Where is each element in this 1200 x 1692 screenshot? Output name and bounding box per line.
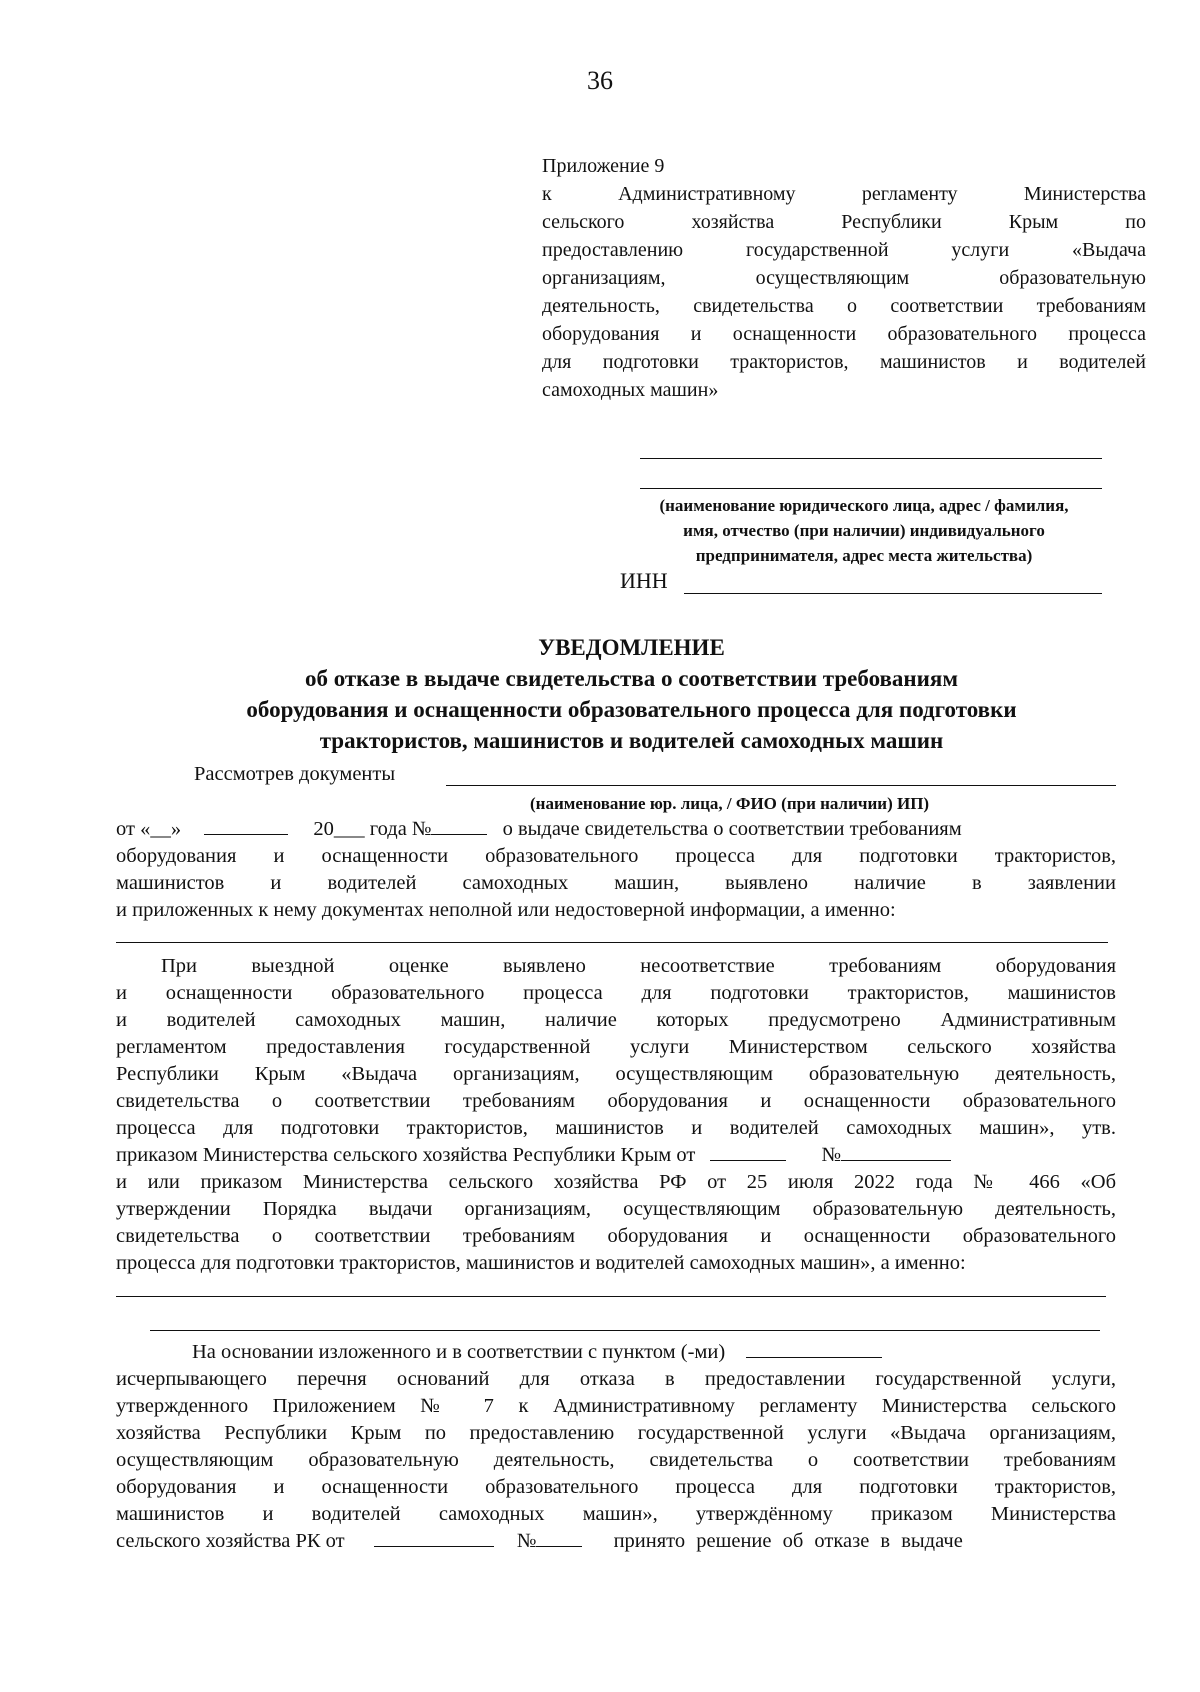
- appendix-header: [542, 152, 1146, 404]
- notice-subtitle-line: об отказе в выдаче свидетельства о соответствии требованиям: [304, 666, 959, 691]
- para1-line: машинистов и водителей самоходных машин, выявлено наличие в заявлении: [116, 872, 1116, 894]
- notice-subtitle-line: оборудования и оснащенности образовательного процесса для подготовки: [246, 697, 1017, 722]
- answer-blank-line: [150, 1330, 1100, 1331]
- month-blank: [204, 816, 288, 835]
- caption-line: имя, отчество (при наличии) индивидуального: [683, 521, 1045, 540]
- appendix-line: оборудования и оснащенности образовательного процесса: [542, 323, 1146, 345]
- decree-number-blank: [536, 1528, 582, 1547]
- appendix-line: самоходных машин»: [542, 379, 719, 401]
- page-number: 36: [587, 66, 613, 95]
- appendix-title: Приложение 9: [542, 155, 665, 177]
- para3-first-text: На основании изложенного и в соответствии с пунктом (-ми): [192, 1341, 726, 1363]
- para3-line: хозяйства Республики Крым по предоставлению государственной услуги «Выдача организациям,: [116, 1422, 1116, 1444]
- para2-line: процесса для подготовки трактористов, машинистов и водителей самоходных машин», утв.: [116, 1117, 1116, 1139]
- para1-line: и приложенных к нему документах неполной или недостоверной информации, а именно:: [116, 899, 896, 921]
- order-line: [116, 1142, 1116, 1169]
- inn-label: ИНН: [620, 568, 668, 593]
- para2-line: и или приказом Министерства сельского хозяйства РФ от 25 июля 2022 года № 466 «Об: [116, 1171, 1116, 1193]
- para2-line: свидетельства о соответствии требованиям оборудования и оснащенности образовательного: [116, 1225, 1116, 1247]
- caption-line: (наименование юридического лица, адрес / фамилия,: [659, 496, 1069, 515]
- para1-line: оборудования и оснащенности образовательного процесса для подготовки трактористов,: [116, 845, 1116, 867]
- answer-blank-line: [116, 1296, 1106, 1297]
- para3-last-line: [116, 1528, 1116, 1555]
- appendix-line: предоставлению государственной услуги «Выдача: [542, 239, 1146, 261]
- para3-line: осуществляющим образовательную деятельность, свидетельства о соответствии требованиям: [116, 1449, 1116, 1471]
- para2-line: свидетельства о соответствии требованиям оборудования и оснащенности образовательного: [116, 1090, 1116, 1112]
- para2-line: и оснащенности образовательного процесса для подготовки трактористов, машинистов: [116, 982, 1116, 1004]
- para2-line: Республики Крым «Выдача организациям, осуществляющим образовательную деятельность,: [116, 1063, 1116, 1085]
- decree-date-blank: [374, 1528, 494, 1547]
- appendix-line: к Административному регламенту Министерства: [542, 183, 1146, 205]
- appendix-line: организациям, осуществляющим образовательную: [542, 267, 1146, 289]
- para3-last-tail: принято решение об отказе в выдаче: [613, 1530, 963, 1552]
- decree-number-label: №: [516, 1530, 537, 1552]
- reviewed-label: Рассмотрев документы: [194, 763, 396, 785]
- recipient-blank-line: [640, 488, 1102, 489]
- para3-line: оборудования и оснащенности образовательного процесса для подготовки трактористов,: [116, 1476, 1116, 1498]
- para2-line: При выездной оценке выявлено несоответствие требованиям оборудования: [161, 955, 1116, 977]
- clause-blank: [746, 1339, 882, 1358]
- recipient-blank-line: [640, 458, 1102, 459]
- date-rest: о выдаче свидетельства о соответствии требованиям: [502, 818, 962, 840]
- recipient-caption: [600, 493, 1128, 568]
- appendix-line: деятельность, свидетельства о соответствии требованиям: [542, 295, 1146, 317]
- order-number-label: №: [821, 1144, 842, 1166]
- para3-last-text: сельского хозяйства РК от: [116, 1530, 345, 1552]
- para3-line: машинистов и водителей самоходных машин», утверждённому приказом Министерства: [116, 1503, 1116, 1525]
- date-year: 20___ года №: [313, 818, 432, 840]
- number-blank: [431, 816, 487, 835]
- date-line: [116, 816, 1116, 843]
- order-number-blank: [841, 1142, 951, 1161]
- order-date-blank: [710, 1142, 786, 1161]
- notice-subtitle-line: трактористов, машинистов и водителей самоходных машин: [319, 728, 944, 753]
- notice-title: УВЕДОМЛЕНИЕ: [538, 635, 725, 660]
- para2-line: утверждении Порядка выдачи организациям, осуществляющим образовательную деятельность,: [116, 1198, 1116, 1220]
- reviewed-blank-line: [446, 785, 1116, 786]
- notice-title-block: [0, 632, 1200, 756]
- appendix-line: сельского хозяйства Республики Крым по: [542, 211, 1146, 233]
- para3-line: исчерпывающего перечня оснований для отказа в предоставлении государственной услуги,: [116, 1368, 1116, 1390]
- para3-first-line: [116, 1339, 1116, 1366]
- para2-line: регламентом предоставления государственной услуги Министерством сельского хозяйства: [116, 1036, 1116, 1058]
- para2-line: процесса для подготовки трактористов, машинистов и водителей самоходных машин», а именно:: [116, 1252, 966, 1274]
- answer-blank-line: [116, 942, 1108, 943]
- order-text: приказом Министерства сельского хозяйства Республики Крым от: [116, 1144, 696, 1166]
- date-prefix: от «__»: [116, 818, 182, 840]
- para2-line: и водителей самоходных машин, наличие которых предусмотрено Административным: [116, 1009, 1116, 1031]
- inn-blank-line: [684, 593, 1102, 594]
- appendix-line: для подготовки трактористов, машинистов и водителей: [542, 351, 1146, 373]
- caption-line: предпринимателя, адрес места жительства): [695, 546, 1033, 565]
- para3-line: утвержденного Приложением № 7 к Административному регламенту Министерства сельского: [116, 1395, 1116, 1417]
- name-caption: (наименование юр. лица, / ФИО (при наличии) ИП): [530, 794, 930, 813]
